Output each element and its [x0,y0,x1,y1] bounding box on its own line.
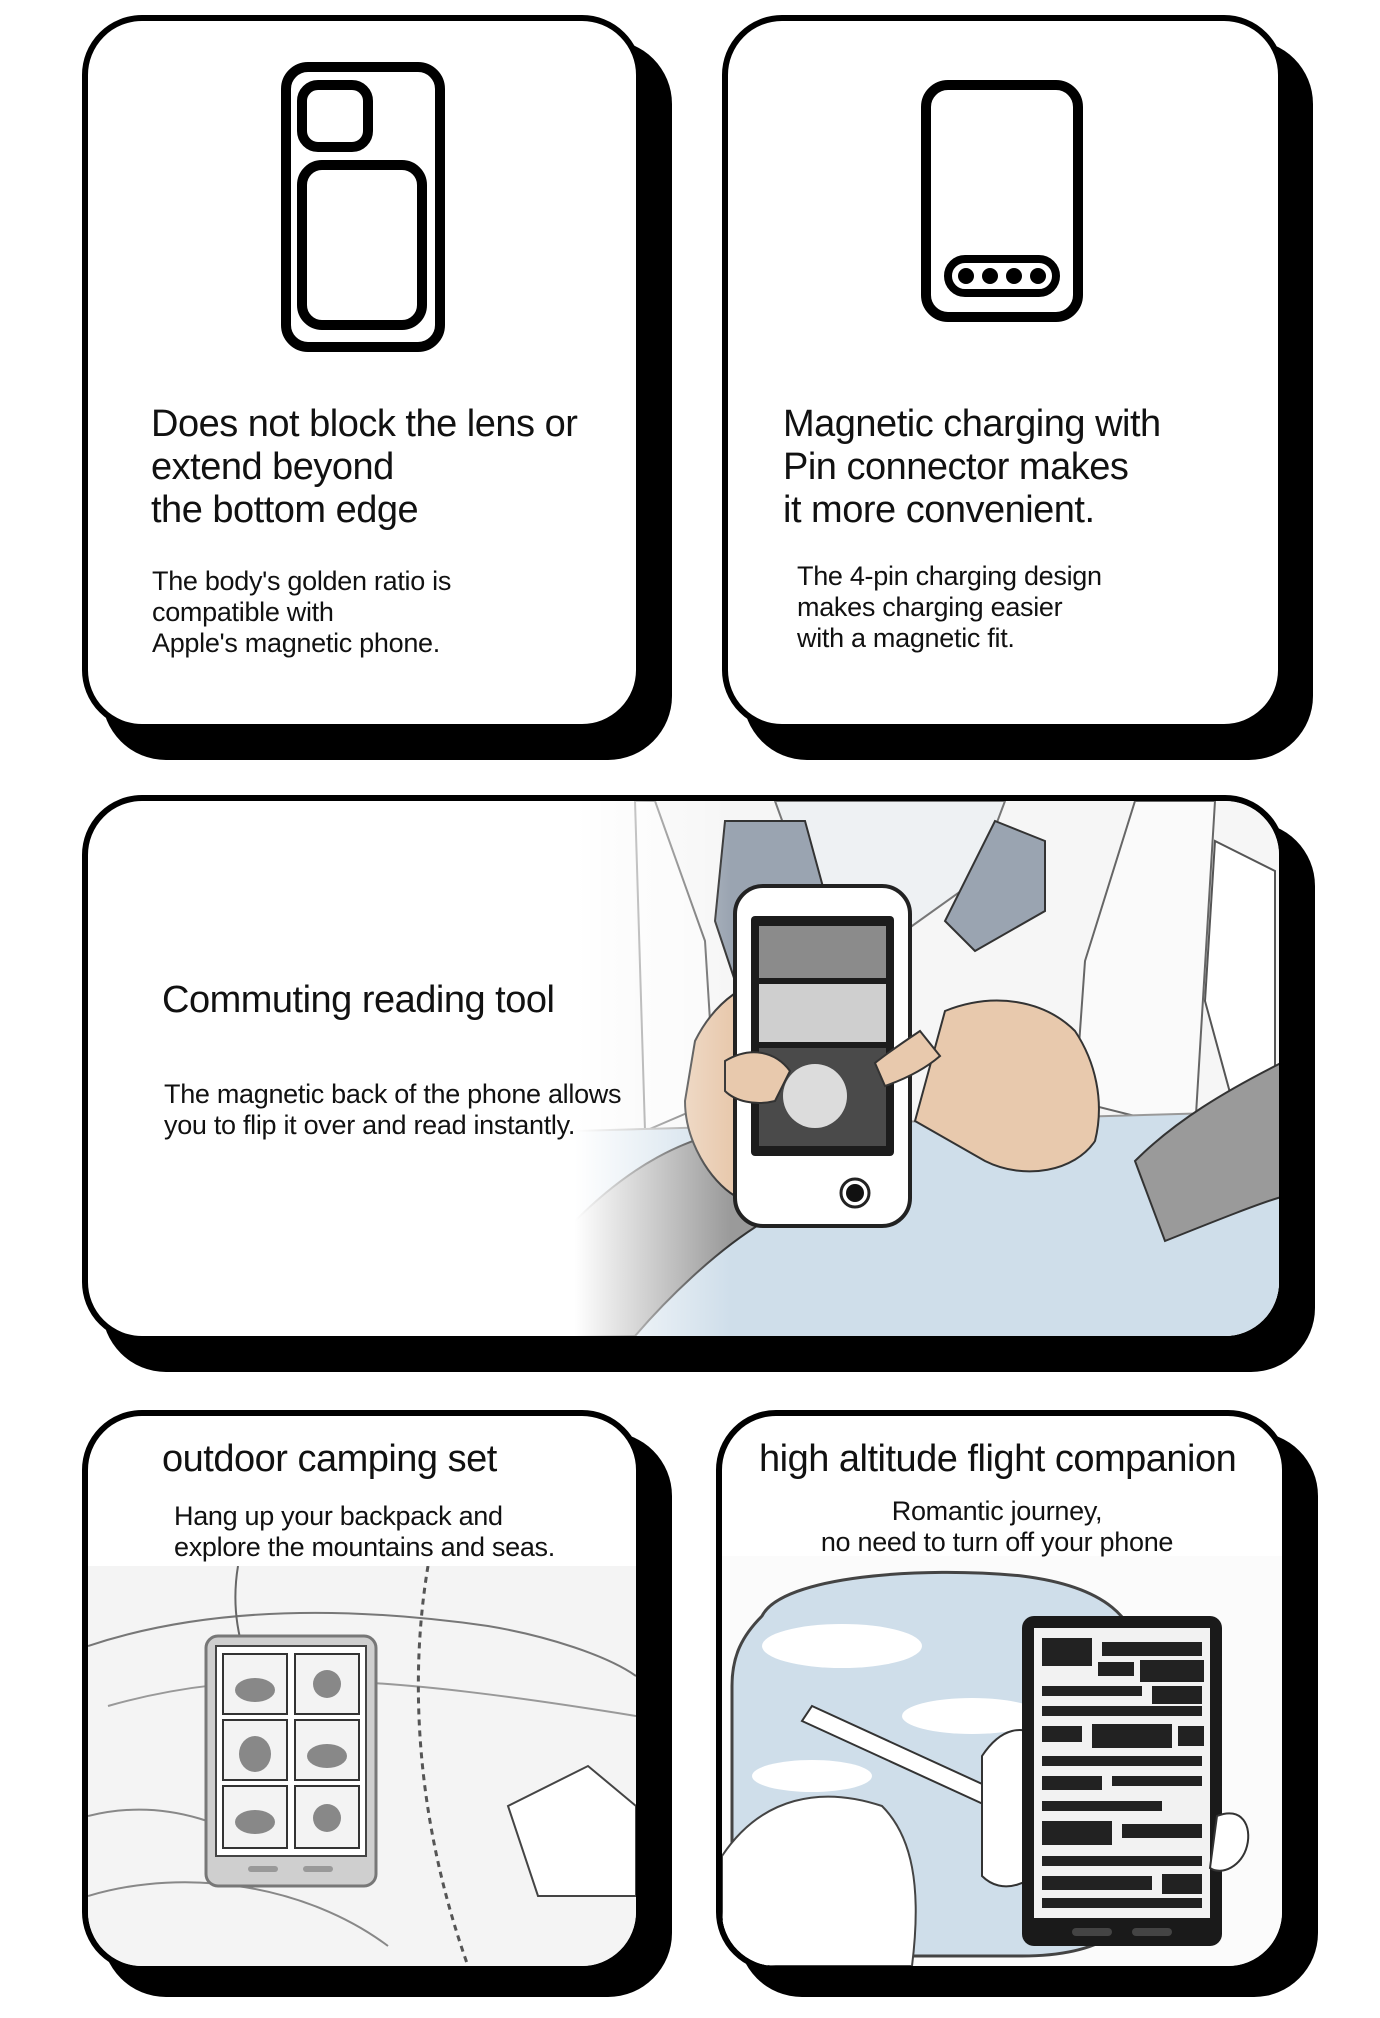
card-commute-title: Commuting reading tool [162,979,555,1021]
card-flight [716,1410,1288,1972]
card-commute-body: The magnetic back of the phone allows you to flip it over and read instantly. [164,1079,622,1140]
card-commute [82,795,1285,1342]
card-lens-title: Does not block the lens or extend beyond the bottom edge [151,403,578,531]
card-lens-body: The body's golden ratio is compatible with Apple's magnetic phone. [152,566,452,658]
card-camping [82,1410,642,1972]
card-flight-body: Romantic journey, no need to turn off your phone [820,1496,1174,1557]
card-camping-body: Hang up your backpack and explore the mountains and seas. [174,1501,555,1562]
phone-back-4pin-icon [918,77,1098,337]
card-charging-body: The 4-pin charging design makes charging easier with a magnetic fit. [797,561,1102,653]
eink-reader-hanging-on-backpack [88,1566,636,1966]
card-flight-title: high altitude flight companion [759,1438,1237,1480]
hands-holding-phone-ereader-on-train [575,801,1285,1336]
card-charging [722,15,1284,730]
card-camping-title: outdoor camping set [162,1438,497,1480]
card-lens [82,15,642,730]
card-charging-title: Magnetic charging with Pin connector makes it more convenient. [783,403,1161,531]
phone-back-magsafe-icon [278,59,458,359]
eink-reader-by-airplane-window [722,1556,1282,1966]
